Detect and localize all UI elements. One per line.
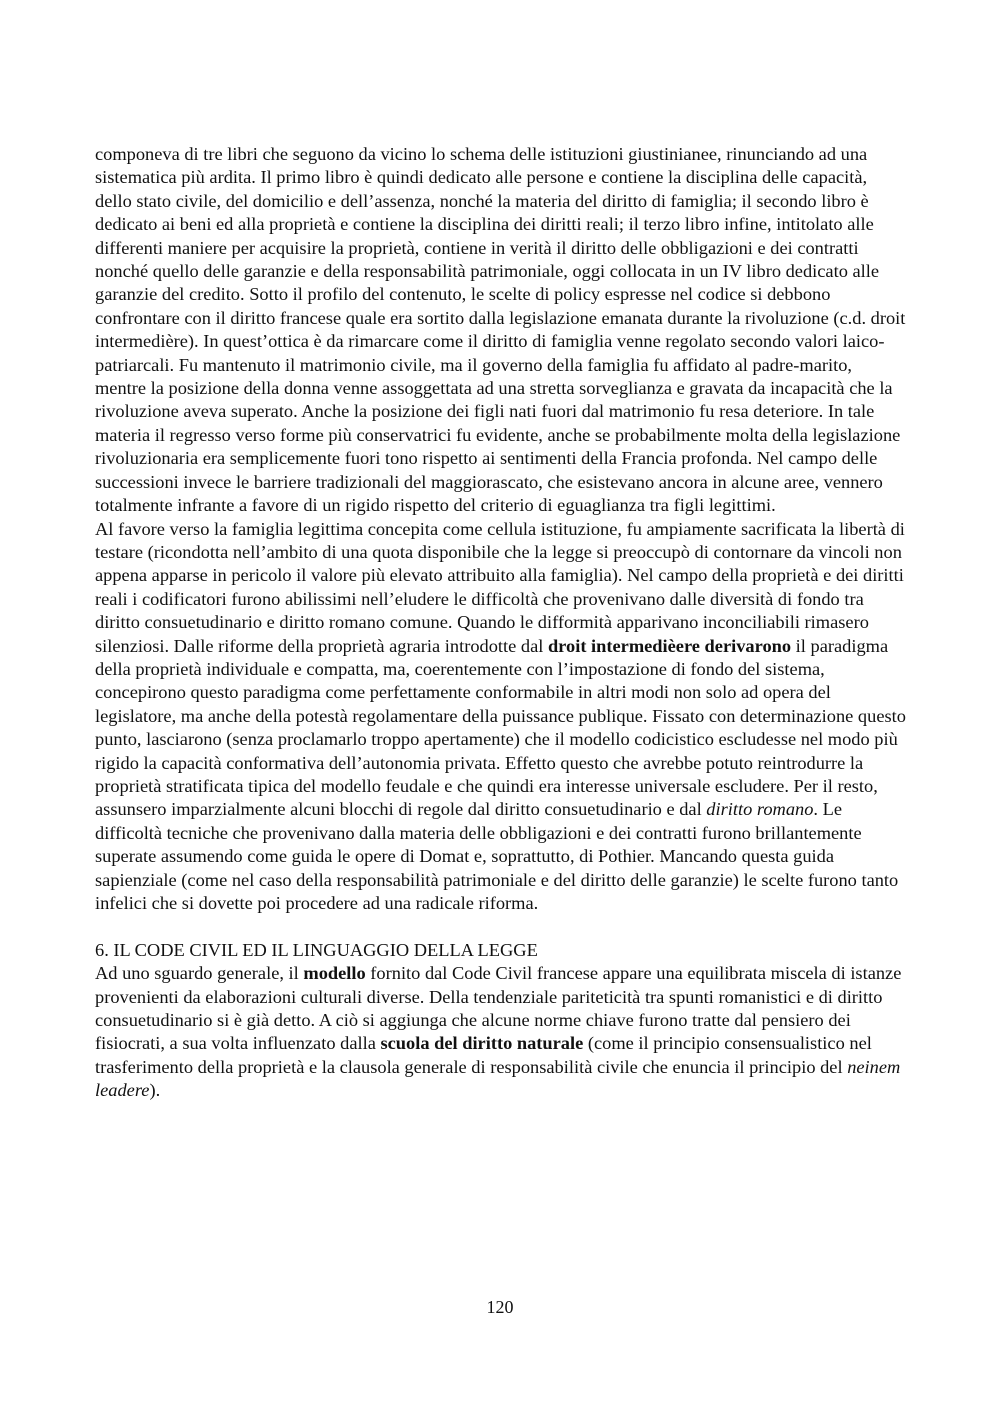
paragraph-family-property	[95, 518, 907, 916]
italic-term: neinem leadere	[95, 1056, 901, 1101]
paragraph-text: componeva di tre libri che seguono da vicino lo schema delle istituzioni giustinianee, rinunciando ad una sistematica più ardita. Il primo libro è quindi dedicato alle persone e contiene la disciplina delle capacità, dello stato civile, del domicilio e dell’assenza, nonché la materia del diritto di famiglia; il secondo libro è dedicato ai beni ed alla proprietà e contiene la disciplina dei diritti reali; il terzo libro infine, intitolato alle differenti maniere per acquisire la proprietà, contiene in verità il diritto delle obbligazioni e dei contratti nonché quello delle garanzie e della responsabilità patrimoniale, oggi collocata in un IV libro dedicato alle garanzie del credito. Sotto il profilo del contenuto, le scelte di policy espresse nel codice si debbono confrontare con il diritto francese quale era sortito dalla legislazione emanata durante la rivoluzione (c.d. droit intermediѐre). In quest’ottica è da rimarcare come il diritto di famiglia venne regolato secondo valori laico-patriarcali. Fu mantenuto il matrimonio civile, ma il governo della famiglia fu affidato al padre-marito, mentre la posizione della donna venne assoggettata ad una stretta sorveglianza e gravata da incapacità che la rivoluzione aveva superato. Anche la posizione dei figli nati fuori dal matrimonio fu resa deteriore. In tale materia il regresso verso forme più conservatrici fu evidente, anche se probabilmente molta della legislazione rivoluzionaria era semplicemente fuori tono rispetto ai sentimenti della Francia profonda. Nel campo delle successioni invece le barriere tradizionali del maggiorascato, che esistevano ancora in alcune aree, vennero totalmente infrante a favore di un rigido rispetto del criterio di eguaglianza tra figli legittimi.	[95, 144, 906, 516]
page-body	[95, 143, 907, 1103]
section-heading: 6. IL CODE CIVIL ED IL LINGUAGGIO DELLA LEGGE	[95, 939, 538, 960]
paragraph-text: il paradigma della proprietà individuale e compatta, ma, coerentemente con l’impostazione di fondo del sistema, concepirono questo paradigma come perfettamente conformabile in altri modi non solo ad opera del legislatore, ma anche della potestà regolamentare della puissance publique. Fissato con determinazione questo punto, lasciarono (senza proclamarlo troppo apertamente) che il modello codicistico escludesse nel modo più rigido la capacità conformativa dell’autonomia privata. Effetto questo che avrebbe potuto reintrodurre la proprietà stratificata tipica del modello feudale e che quindi era interesse universale escludere. Per il resto, assunsero imparzialmente alcuni blocchi di regole dal diritto consuetudinario e dal	[95, 635, 906, 820]
paragraph-code-structure	[95, 143, 907, 518]
paragraph-text: Ad uno sguardo generale, il	[95, 963, 304, 984]
bold-term: droit intermediѐere derivarono	[547, 635, 792, 656]
bold-term: modello	[303, 963, 366, 984]
paragraph-text: ).	[149, 1080, 161, 1101]
italic-term: diritto romano	[706, 799, 814, 820]
paragraph-text: fornito dal Code Civil francese appare una equilibrata miscela di istanze provenienti da elaborazioni culturali diverse. Della tendenziale pariteticità tra spunti romanistici e di diritto consuetudinario si è già detto. A ciò si aggiunga che alcune norme chiave furono tratte dal pensiero dei fisiocrati, a sua volta influenzato dalla	[95, 963, 902, 1054]
paragraph-code-civil-model	[95, 962, 907, 1102]
page-number: 120	[486, 1297, 514, 1317]
paragraph-text: . Le difficoltà tecniche che provenivano dalla materia delle obbligazioni e dei contratti furono brillantemente superate assumendo come guida le opere di Domat e, soprattutto, di Pothier. Mancando questa guida sapienziale (come nel caso della responsabilità patrimoniale e del diritto delle garanzie) le scelte furono tanto infelici che si dovette poi procedere ad una radicale riforma.	[95, 799, 899, 913]
paragraph-text: (come il principio consensualistico nel trasferimento della proprietà e la clausola generale di responsabilità civile che enuncia il principio del	[95, 1033, 872, 1077]
bold-term: scuola del diritto naturale	[380, 1033, 584, 1054]
paragraph-text: Al favore verso la famiglia legittima concepita come cellula istituzione, fu ampiamente sacrificata la libertà di testare (ricondotta nell’ambito di una quota disponibile che la legge si preoccupò di contornare da vincoli non appena apparse in pericolo il valore più elevato attribuito alla famiglia). Nel campo della proprietà e dei diritti reali i codificatori furono abilissimi nell’eludere le difficoltà che provenivano dalle diversità di fondo tra diritto consuetudinario e diritto romano comune. Quando le difformità apparivano inconciliabili rimasero silenziosi. Dalle riforme della proprietà agraria introdotte dal	[95, 518, 905, 656]
